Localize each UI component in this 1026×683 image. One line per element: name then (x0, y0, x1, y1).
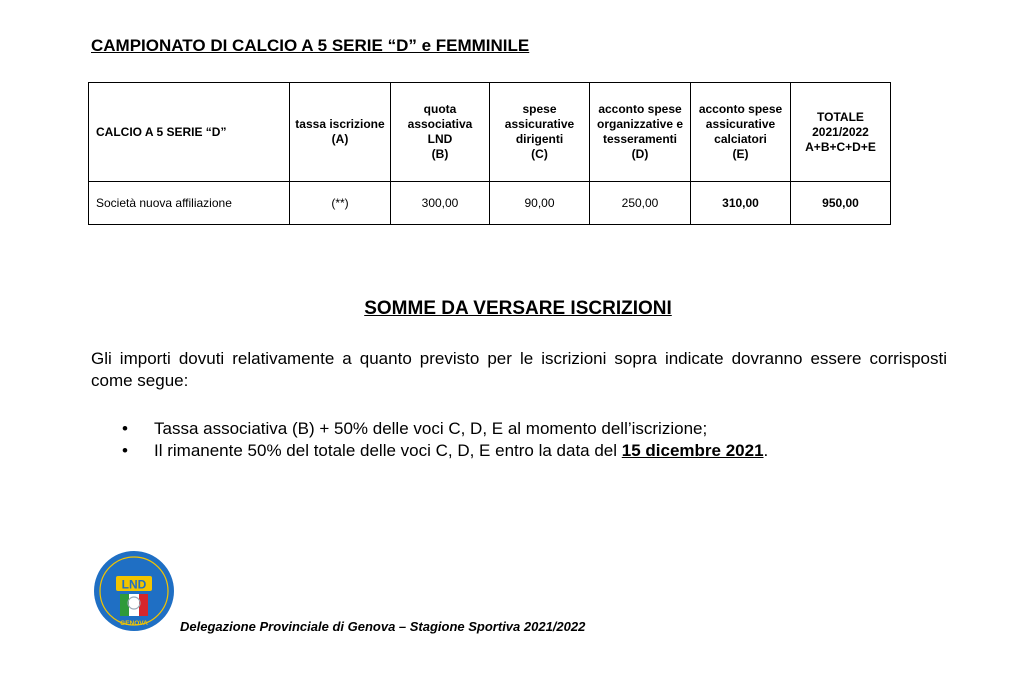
list-item-text: Tassa associativa (B) + 50% delle voci C, D, E al momento dell’iscrizione; (154, 419, 708, 438)
table-row (89, 182, 891, 225)
row-label: Società nuova affiliazione (89, 182, 290, 225)
header-cell-spese-dirigenti: spese assicurative dirigenti (C) (490, 83, 590, 182)
list-item-text: Il rimanente 50% del totale delle voci C, D, E entro la data del (154, 441, 622, 460)
table-header-row (89, 83, 891, 182)
page-heading: CAMPIONATO DI CALCIO A 5 SERIE “D” e FEMMINILE (91, 36, 530, 55)
row-quota: 300,00 (391, 182, 490, 225)
fees-table (88, 82, 891, 225)
footer-text: Delegazione Provinciale di Genova – Stagione Sportiva 2021/2022 (180, 619, 586, 634)
section-title: SOMME DA VERSARE ISCRIZIONI (364, 298, 672, 319)
header-cell-tassa: tassa iscrizione (A) (290, 83, 391, 182)
bullet-icon: • (122, 441, 128, 460)
deadline-date: 15 dicembre 2021 (621, 441, 764, 460)
body-paragraph: Gli importi dovuti relativamente a quanto previsto per le iscrizioni sopra indicate dovranno essere corrisposti come segue: (91, 349, 947, 390)
header-cell-category: CALCIO A 5 SERIE “D” (89, 83, 290, 182)
row-acconto-calciatori: 310,00 (691, 182, 791, 225)
bullet-icon: • (122, 419, 128, 438)
logo-text: LND (121, 577, 147, 592)
row-tassa: (**) (290, 182, 391, 225)
list-item (119, 440, 939, 462)
header-cell-quota: quota associativa LND (B) (391, 83, 490, 182)
list-item (119, 418, 939, 440)
payment-list (119, 418, 939, 462)
header-cell-acconto-organizzative: acconto spese organizzative e tesseramenti (D) (590, 83, 691, 182)
row-totale: 950,00 (791, 182, 891, 225)
header-cell-acconto-calciatori: acconto spese assicurative calciatori (E) (691, 83, 791, 182)
header-cell-totale: TOTALE 2021/2022 A+B+C+D+E (791, 83, 891, 182)
lnd-genova-logo-icon (93, 550, 175, 632)
row-acconto-organizzative: 250,00 (590, 182, 691, 225)
row-spese-dirigenti: 90,00 (490, 182, 590, 225)
list-item-suffix: . (763, 441, 769, 460)
logo-subtext: GENOVA (120, 620, 148, 627)
